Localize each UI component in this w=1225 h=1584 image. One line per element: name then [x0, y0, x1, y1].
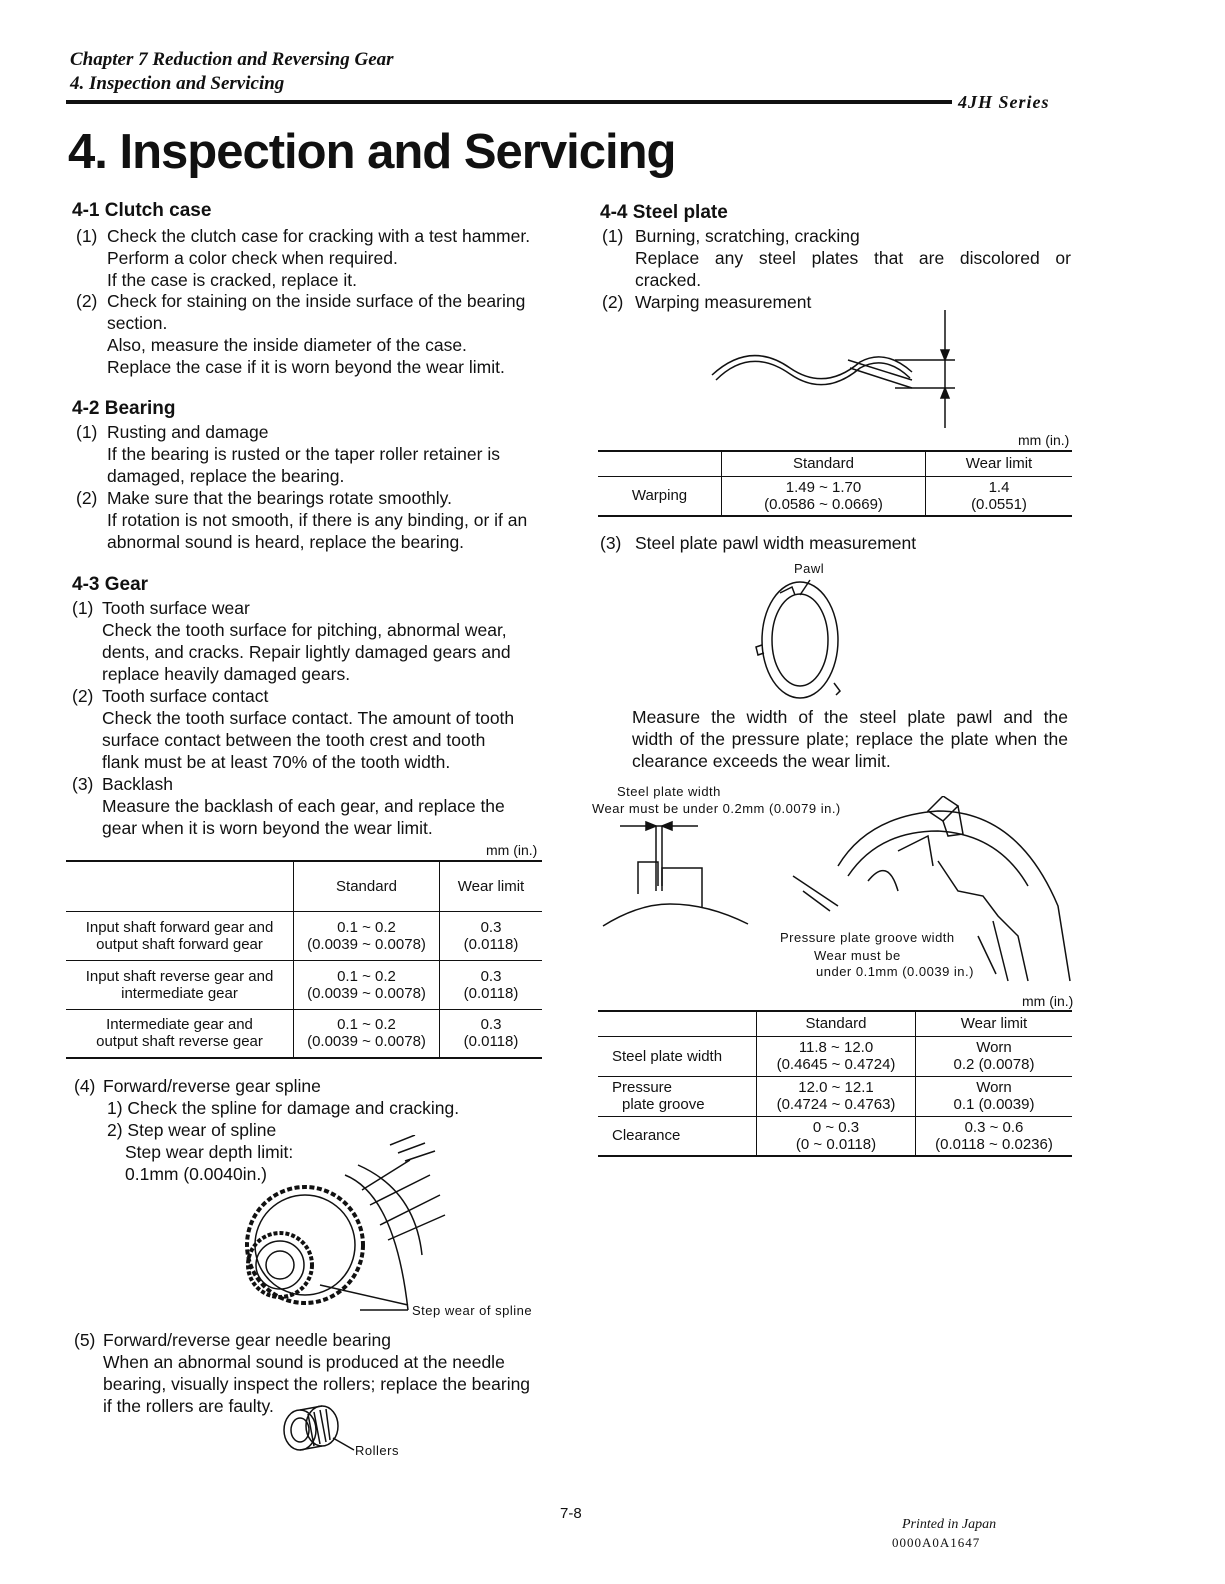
text-line: Make sure that the bearings rotate smoothly.: [107, 488, 452, 508]
step-wear-limit-value: 0.1mm (0.0040in.): [125, 1164, 268, 1184]
text-line: abnormal sound is heard, replace the bearing.: [107, 532, 465, 552]
cell-line: 0.1 (0.0039): [953, 1096, 1035, 1113]
table-row: [598, 1036, 1072, 1076]
cell-line: (0.0551): [971, 495, 1027, 513]
header-standard: Standard: [757, 1011, 916, 1036]
text-line: Check for staining on the inside surface of the bearing: [107, 291, 526, 311]
cell-line: (0.0039 ~ 0.0078): [307, 1033, 426, 1051]
text-line: replace heavily damaged gears.: [102, 664, 351, 684]
steel-plate-width-label: Steel plate width: [617, 784, 721, 799]
text-line: Burning, scratching, cracking: [635, 226, 860, 246]
section-title: Bearing: [104, 398, 176, 419]
cell-line: (0.0586 ~ 0.0669): [764, 495, 883, 513]
header-standard: Standard: [722, 451, 926, 476]
cell-line: 0.1 ~ 0.2: [337, 967, 396, 985]
section-4-2-item-2: [107, 487, 527, 553]
text-line: Check the clutch case for cracking with a test hammer.: [107, 226, 531, 246]
section-number: 4-1: [72, 200, 100, 221]
table-row: [598, 476, 1072, 516]
header-wear-limit: Wear limit: [440, 861, 543, 911]
item-number: (2): [76, 488, 98, 508]
cell-line: 0.2 (0.0078): [953, 1056, 1035, 1073]
section-number: 4-2: [72, 398, 100, 419]
warping-table: [598, 450, 1072, 517]
item-number: (1): [76, 226, 98, 246]
text-line: Backlash: [102, 774, 174, 794]
text-line: Rusting and damage: [107, 422, 269, 442]
item-number: (2): [76, 291, 98, 311]
cell-line: Steel plate width: [612, 1047, 723, 1065]
steel-plate-table: [598, 1010, 1072, 1157]
table-row: [66, 1009, 542, 1058]
pawl-width-body: [632, 706, 1068, 772]
section-4-4-heading: [600, 202, 728, 224]
backlash-table: [66, 860, 542, 1059]
text-line: Also, measure the inside diameter of the case.: [107, 335, 467, 355]
text-line: surface contact between the tooth crest and tooth: [102, 730, 486, 750]
steel-plate-width-note: Wear must be under 0.2mm (0.0079 in.): [592, 801, 841, 816]
document-code: 0000A0A1647: [892, 1535, 981, 1550]
section-title: Clutch case: [104, 200, 212, 221]
page-number: 7-8: [560, 1505, 582, 1522]
item-number: (2): [602, 292, 624, 312]
cell-line: 0.3: [480, 967, 502, 985]
cell-line: output shaft reverse gear: [96, 1033, 263, 1051]
text-line: Measure the width of the steel plate pawl and the: [632, 707, 1068, 727]
text-line: Tooth surface wear: [102, 598, 250, 618]
section-4-1-item-1: [107, 225, 530, 291]
header-wear-limit: Wear limit: [916, 1011, 1073, 1036]
cell-line: 0.3: [480, 918, 502, 936]
cell-line: 0.3 ~ 0.6: [964, 1118, 1024, 1136]
pressure-plate-groove-note-2: under 0.1mm (0.0039 in.): [816, 964, 974, 979]
cell-line: Clearance: [612, 1127, 681, 1145]
cell-line: 0 ~ 0.3: [812, 1118, 860, 1136]
warping-measurement-title: Warping measurement: [635, 292, 812, 312]
text-line: Measure the backlash of each gear, and replace the: [102, 796, 505, 816]
cell-line: 0.3: [480, 1016, 502, 1034]
cell-line: Input shaft reverse gear and: [85, 967, 274, 985]
cell-line: (0.0039 ~ 0.0078): [307, 935, 426, 953]
item-number: (2): [72, 686, 94, 706]
text-line: Check the tooth surface for pitching, abnormal wear,: [102, 620, 507, 640]
header-wear-limit: Wear limit: [926, 451, 1073, 476]
text-line: cracked.: [635, 270, 702, 290]
text-line: dents, and cracks. Repair lightly damaged gears and: [102, 642, 511, 662]
cell-line: (0.0118): [463, 935, 519, 953]
text-line: Perform a color check when required.: [107, 248, 398, 268]
item-number: (4): [74, 1076, 96, 1096]
page-title: 4. Inspection and Servicing: [68, 125, 676, 179]
table-row: [598, 1076, 1072, 1116]
text-line: bearing, visually inspect the rollers; replace the bearing: [103, 1374, 531, 1394]
item-number: (5): [74, 1330, 96, 1350]
needle-bearing-figure: [278, 1400, 358, 1460]
section-number: 4-4: [600, 202, 628, 223]
unit-label: mm (in.): [486, 842, 538, 858]
row-name: Warping: [598, 476, 722, 516]
section-title: Gear: [104, 574, 149, 595]
item-4-title: Forward/reverse gear spline: [103, 1076, 321, 1096]
text-line: if the rollers are faulty.: [103, 1396, 274, 1416]
cell-line: (0.0118): [463, 1033, 519, 1051]
item-4-sub-1: 1) Check the spline for damage and cracking.: [107, 1098, 460, 1118]
header-standard: Standard: [294, 861, 440, 911]
cell-line: 12.0 ~ 12.1: [798, 1079, 874, 1096]
text-line: clearance exceeds the wear limit.: [632, 751, 891, 771]
cell-line: 1.49 ~ 1.70: [785, 478, 862, 496]
cell-line: (0.0118): [463, 984, 519, 1002]
item-number: (1): [72, 598, 94, 618]
section-4-3-item-2: [102, 685, 514, 773]
section-4-3-heading: [72, 574, 148, 596]
item-number: (1): [76, 422, 98, 442]
gear-spline-figure: [240, 1135, 460, 1320]
cell-line: 0.1 ~ 0.2: [337, 918, 396, 936]
section-header: 4. Inspection and Servicing: [70, 73, 285, 94]
section-4-1-heading: [72, 200, 211, 222]
table-row: [598, 1116, 1072, 1156]
section-title: Steel plate: [632, 202, 728, 223]
pawl-width-title: Steel plate pawl width measurement: [635, 533, 917, 553]
cell-line: (0.0118 ~ 0.0236): [935, 1135, 1053, 1153]
cell-line: Worn: [976, 1079, 1012, 1096]
item-4-sub-2: 2) Step wear of spline: [107, 1120, 277, 1140]
text-line: If the case is cracked, replace it.: [107, 270, 357, 290]
cell-line: (0.4724 ~ 0.4763): [776, 1096, 896, 1113]
pressure-plate-groove-label: Pressure plate groove width: [780, 930, 955, 945]
cell-line: output shaft forward gear: [96, 935, 263, 953]
text-line: damaged, replace the bearing.: [107, 466, 345, 486]
item-number: (3): [72, 774, 94, 794]
text-line: When an abnormal sound is produced at the needle: [103, 1352, 505, 1372]
text-line: Check the tooth surface contact. The amount of tooth: [102, 708, 515, 728]
table-row: [66, 911, 542, 960]
cell-line: Pressure: [612, 1079, 673, 1096]
cell-line: 0.1 ~ 0.2: [337, 1016, 396, 1034]
text-line: section.: [107, 313, 168, 333]
pressure-plate-groove-note-1: Wear must be: [814, 948, 901, 963]
step-wear-of-spline-label: Step wear of spline: [412, 1303, 533, 1318]
text-line: Tooth surface contact: [102, 686, 269, 706]
text-line: gear when it is worn beyond the wear limit.: [102, 818, 433, 838]
cell-line: 11.8 ~ 12.0: [798, 1039, 874, 1056]
cell-line: 1.4: [988, 478, 1010, 496]
step-wear-limit-label: Step wear depth limit:: [125, 1142, 294, 1162]
pawl-label: Pawl: [794, 561, 825, 576]
section-4-1-item-2: [107, 290, 525, 378]
section-4-3-item-3: [102, 773, 505, 839]
text-line: flank must be at least 70% of the tooth width.: [102, 752, 451, 772]
rollers-label: Rollers: [355, 1443, 399, 1458]
section-4-4-item-1: [635, 225, 1071, 291]
steel-plate-figure: [750, 575, 850, 705]
cell-line: (0.4645 ~ 0.4724): [776, 1056, 896, 1073]
warping-figure: [700, 310, 970, 430]
unit-label: mm (in.): [1018, 432, 1070, 448]
text-line: Replace any steel plates that are discolored or: [635, 248, 1071, 268]
header-rule: [66, 100, 952, 104]
text-line: If the bearing is rusted or the taper roller retainer is: [107, 444, 500, 464]
text-line: width of the pressure plate; replace the plate when the: [632, 729, 1068, 749]
cell-line: (0 ~ 0.0118): [795, 1135, 877, 1153]
cell-line: Intermediate gear and: [106, 1016, 253, 1034]
table-row: [66, 960, 542, 1009]
text-line: Replace the case if it is worn beyond the wear limit.: [107, 357, 505, 377]
cell-line: plate groove: [622, 1096, 705, 1113]
cell-line: Worn: [976, 1039, 1012, 1056]
series-label: 4JH Series: [958, 92, 1050, 112]
text-line: If rotation is not smooth, if there is any binding, or if an: [107, 510, 528, 530]
unit-label: mm (in.): [1022, 993, 1074, 1009]
chapter-header: Chapter 7 Reduction and Reversing Gear: [70, 49, 394, 70]
item-number: (1): [602, 226, 624, 246]
section-4-3-item-1: [102, 597, 511, 685]
printed-in-japan: Printed in Japan: [902, 1517, 997, 1532]
section-4-2-heading: [72, 398, 176, 420]
cell-line: (0.0039 ~ 0.0078): [307, 984, 426, 1002]
item-number: (3): [600, 533, 622, 553]
cell-line: intermediate gear: [121, 984, 238, 1002]
section-4-2-item-1: [107, 421, 547, 487]
item-5-title: Forward/reverse gear needle bearing: [103, 1330, 391, 1350]
cell-line: Input shaft forward gear and: [85, 918, 274, 936]
section-number: 4-3: [72, 574, 100, 595]
